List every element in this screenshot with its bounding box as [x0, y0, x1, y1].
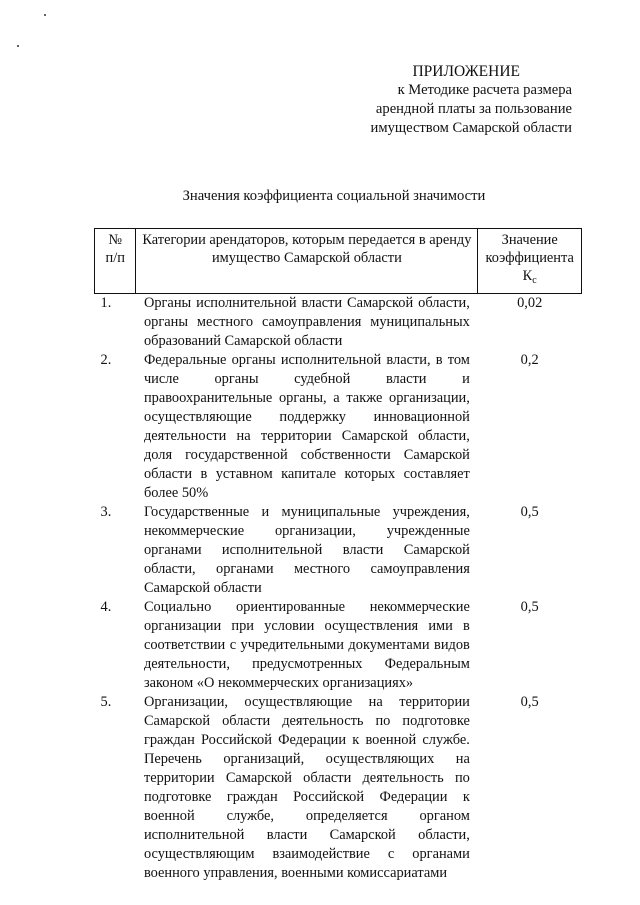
row-value: 0,02	[517, 295, 543, 311]
scan-speck	[44, 14, 46, 16]
table-row	[95, 351, 582, 503]
row-number: 3.	[100, 504, 112, 520]
row-category: Государственные и муниципальные учреждения, некоммерческие организации, учрежденные органами исполнительной власти Самарской области, органами местного самоуправления Самарской области	[143, 504, 470, 596]
coefficient-table	[94, 228, 582, 883]
header-value-line1: Значение	[501, 232, 558, 248]
appendix-line: имуществом Самарской области	[370, 120, 572, 136]
header-value-symbol	[482, 267, 577, 290]
scan-speck	[17, 45, 19, 47]
row-value: 0,5	[520, 599, 539, 615]
appendix-heading: ПРИЛОЖЕНИЕ	[412, 63, 520, 80]
header-value	[478, 229, 582, 294]
appendix-line: арендной платы за пользование	[375, 101, 572, 117]
coefficient-subscript: с	[532, 275, 537, 286]
header-number	[95, 229, 136, 294]
row-category: Организации, осуществляющие на территории Самарской области деятельность по подготовке граждан Российской Федерации к военной службе. Перечень организаций, осуществляющих на территории Самарской области деятельность по подготовке граждан Российской Федерации к военной службе, определяется органом исполнительной власти Самарской области, осуществляющим взаимодействие с органами военного управления, военными комиссариатами	[143, 694, 470, 881]
row-category: Социально ориентированные некоммерческие организации при условии осуществления ими в соответствии с учредительными документами видов деятельности, предусмотренных Федеральным законом «О некоммерческих организациях»	[143, 599, 470, 691]
header-number-abbr: п/п	[105, 250, 125, 266]
table-row	[95, 693, 582, 883]
table-row	[95, 598, 582, 693]
coefficient-symbol: К	[522, 268, 533, 284]
header-number-sign: №	[108, 232, 123, 248]
table-header-row	[95, 229, 582, 294]
appendix-line: к Методике расчета размера	[397, 82, 572, 98]
table-row	[95, 294, 582, 352]
row-number: 5.	[100, 694, 112, 710]
header-category: Категории арендаторов, которым передается в аренду имущество Самарской области	[136, 229, 478, 294]
document-title: Значения коэффициента социальной значимости	[182, 188, 486, 204]
row-number: 1.	[100, 295, 112, 311]
header-value-line2: коэффициента	[485, 250, 574, 266]
appendix-block	[300, 62, 572, 138]
row-category: Федеральные органы исполнительной власти, в том числе органы судебной власти и правоохранительные органы, а также организации, осуществляющие поддержку инновационной деятельности на территории Самарской области, доля государственной собственности Самарской области в уставном капитале которых составляет более 50%	[143, 352, 470, 501]
row-number: 4.	[100, 599, 112, 615]
row-value: 0,5	[520, 504, 539, 520]
row-value: 0,2	[520, 352, 539, 368]
table-row	[95, 503, 582, 598]
row-value: 0,5	[520, 694, 539, 710]
row-category: Органы исполнительной власти Самарской области, органы местного самоуправления муниципальных образований Самарской области	[143, 295, 470, 349]
row-number: 2.	[100, 352, 112, 368]
